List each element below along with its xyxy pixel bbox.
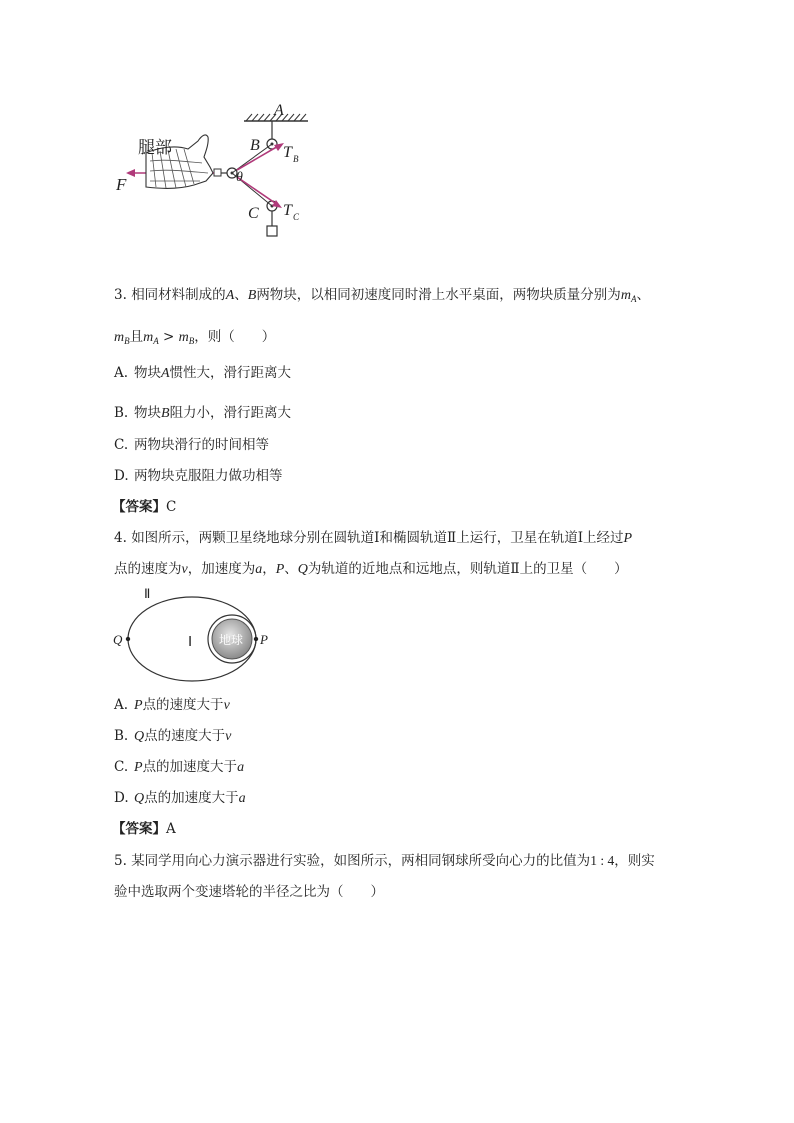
option-letter: C.	[114, 437, 129, 453]
option-var: v	[225, 729, 232, 744]
point-q	[126, 637, 130, 641]
q3-stem-line1	[114, 285, 650, 309]
q5-stem-text: ，则实	[614, 853, 655, 869]
q4-stem-line1	[114, 528, 632, 549]
option-text: 两物块克服阻力做功相等	[134, 468, 283, 484]
q5-number: 5.	[114, 853, 127, 869]
option-var: a	[237, 760, 245, 775]
q3-stem-text: 两物块，以相同初速度同时滑上水平桌面，两物块质量分别为	[256, 287, 621, 303]
option-text: 点的加速度大于	[142, 759, 238, 775]
separator: 、	[234, 287, 248, 303]
option-letter: B.	[114, 728, 129, 744]
q4-stem-text: ，加速度为	[187, 561, 256, 577]
option-var: Q	[134, 791, 145, 806]
option-text: 惯性大，滑行距离大	[169, 365, 292, 381]
option-letter: D.	[114, 468, 129, 484]
point-p	[254, 637, 258, 641]
option-text: 点的加速度大于	[144, 790, 239, 806]
orbit-figure	[110, 588, 280, 688]
option-var: a	[238, 791, 246, 806]
q3-stem-line2	[114, 327, 275, 351]
q3-stem-text: 且	[129, 329, 144, 345]
label-TC: T	[283, 202, 292, 219]
option-text: 点的速度大于	[142, 697, 224, 713]
option-letter: C.	[114, 759, 129, 775]
option-var: A	[161, 366, 170, 381]
label-theta: θ	[236, 170, 243, 185]
option-var: Q	[134, 729, 145, 744]
subscript: A	[153, 336, 159, 346]
label-B: B	[250, 137, 260, 154]
option-text: 物块	[134, 405, 161, 421]
q3-option-d	[114, 466, 283, 486]
orbit-diagram	[110, 588, 280, 688]
answer-tag: 【答案】	[112, 821, 166, 837]
option-var: P	[134, 760, 143, 775]
subscript: A	[630, 294, 637, 304]
option-text: 阻力小，滑行距离大	[169, 405, 292, 421]
answer-value: A	[166, 821, 176, 837]
label-F: F	[116, 175, 127, 194]
q3-stem-text: ，则（ ）	[194, 329, 276, 345]
label-q: Q	[113, 632, 123, 647]
q5-stem-line1	[114, 851, 655, 871]
option-letter: A.	[114, 697, 129, 713]
option-text: 点的速度大于	[144, 728, 226, 744]
subscript: B	[188, 336, 195, 346]
answer-tag: 【答案】	[112, 499, 166, 515]
label-orbit-ii: Ⅱ	[144, 588, 151, 601]
option-var: P	[134, 698, 143, 713]
q4-stem-text: 点的速度为	[114, 561, 182, 577]
option-letter: D.	[114, 790, 129, 806]
label-TB: T	[283, 144, 292, 161]
q3-number: 3.	[114, 287, 127, 303]
q4-stem-text: ，	[262, 561, 276, 577]
option-var: B	[161, 406, 170, 421]
label-p: P	[260, 632, 268, 647]
var-Q: Q	[297, 562, 308, 577]
q3-answer	[112, 497, 176, 517]
q4-option-a	[114, 695, 230, 716]
q4-option-c	[114, 757, 244, 778]
q3-option-c	[114, 435, 269, 455]
q3-stem-text: 相同材料制成的	[131, 287, 226, 303]
q4-stem-text: 如图所示，两颗卫星绕地球分别在圆轨道Ⅰ和椭圆轨道Ⅱ上运行，卫星在轨道Ⅰ上经过	[131, 530, 624, 546]
traction-diagram	[110, 95, 330, 245]
q4-number: 4.	[114, 530, 127, 546]
gt-sign: >	[158, 329, 179, 345]
var-B: B	[247, 288, 257, 303]
q5-stem-line2	[114, 882, 384, 902]
separator: 、	[636, 287, 650, 303]
var-P: P	[275, 562, 285, 577]
label-orbit-i: Ⅰ	[188, 635, 193, 650]
var-m: m	[620, 288, 631, 303]
label-A: A	[274, 102, 284, 119]
var-a: a	[255, 562, 263, 577]
q5-stem-text: 验中选取两个变速塔轮的半径之比为（ ）	[114, 884, 384, 900]
q3-option-b	[114, 403, 291, 424]
option-text: 物块	[134, 365, 161, 381]
option-letter: A.	[114, 365, 129, 381]
q3-option-a	[114, 363, 291, 384]
force-ratio: 1 : 4	[590, 853, 615, 868]
option-var: v	[223, 698, 230, 713]
q4-option-b	[114, 726, 231, 747]
var-m: m	[143, 330, 154, 345]
var-A: A	[225, 288, 235, 303]
q4-option-d	[114, 788, 246, 809]
option-text: 两物块滑行的时间相等	[134, 437, 269, 453]
leg-label: 腿部	[138, 138, 172, 158]
label-TB-sub: B	[293, 154, 299, 164]
label-earth: 地球	[219, 633, 244, 647]
q5-stem-text: 某同学用向心力演示器进行实验，如图所示，两相同钢球所受向心力的比值为	[131, 853, 591, 869]
var-P: P	[623, 531, 633, 546]
subscript: B	[124, 336, 130, 346]
label-TC-sub: C	[293, 212, 300, 222]
option-letter: B.	[114, 405, 129, 421]
answer-value: C	[166, 499, 177, 515]
var-m: m	[178, 330, 189, 345]
q4-answer	[112, 819, 176, 839]
traction-figure	[110, 95, 330, 245]
var-v: v	[181, 562, 188, 577]
q4-stem-text: 为轨道的近地点和远地点，则轨道Ⅱ上的卫星（ ）	[307, 561, 628, 577]
label-C: C	[248, 205, 259, 222]
q4-stem-text: 、	[284, 561, 298, 577]
var-m: m	[114, 330, 125, 345]
q4-stem-line2	[114, 559, 628, 580]
